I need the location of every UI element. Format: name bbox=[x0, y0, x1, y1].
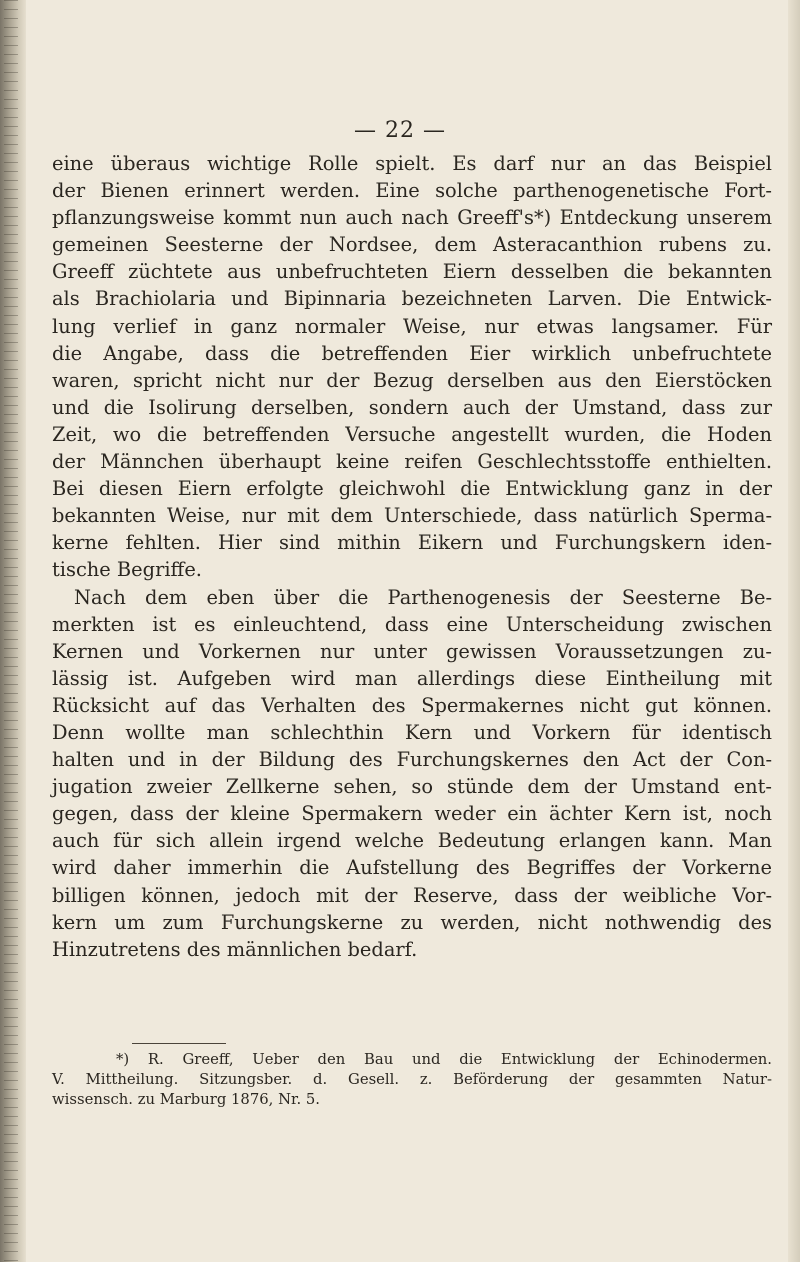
text-line: billigen können, jedoch mit der Reserve, dass der weibliche Vor- bbox=[52, 883, 772, 907]
text-line: Denn wollte man schlechthin Kern und Vorkern für identisch bbox=[52, 720, 772, 744]
text-line: Hinzutretens des männlichen bedarf. bbox=[52, 937, 418, 961]
text-line: Zeit, wo die betreffenden Versuche angestellt wurden, die Hoden bbox=[52, 422, 772, 446]
text-line: eine überaus wichtige Rolle spielt. Es darf nur an das Beispiel bbox=[52, 152, 772, 175]
page-edge bbox=[788, 0, 800, 1262]
text-line: die Angabe, dass die betreffenden Eier wirklich unbefruchtete bbox=[52, 341, 772, 365]
text-line: als Brachiolaria und Bipinnaria bezeichneten Larven. Die Entwick- bbox=[52, 287, 772, 311]
text-line: Rücksicht auf das Verhalten des Spermakernes nicht gut können. bbox=[52, 693, 772, 717]
footnote-line: wissensch. zu Marburg 1876, Nr. 5. bbox=[52, 1090, 320, 1108]
page-number: — 22 — bbox=[354, 118, 446, 143]
text-line: Bei diesen Eiern erfolgte gleichwohl die Entwicklung ganz in der bbox=[52, 477, 772, 501]
footnote-divider bbox=[132, 1043, 226, 1044]
main-text bbox=[52, 150, 772, 963]
text-line: Kernen und Vorkernen nur unter gewissen Voraussetzungen zu- bbox=[52, 639, 772, 663]
text-line: und die Isolirung derselben, sondern auch der Umstand, dass zur bbox=[52, 395, 772, 419]
text-line: jugation zweier Zellkerne sehen, so stünde dem der Umstand ent- bbox=[52, 775, 772, 799]
text-line: tische Begriffe. bbox=[52, 558, 202, 582]
text-line: pflanzungsweise kommt nun auch nach Greeff's*) Entdeckung unserem bbox=[52, 206, 772, 230]
text-line: gegen, dass der kleine Spermakern weder ein ächter Kern ist, noch bbox=[52, 802, 772, 826]
text-line: Greeff züchtete aus unbefruchteten Eiern desselben die bekannten bbox=[52, 260, 772, 284]
text-line: Nach dem eben über die Parthenogenesis der Seesterne Be- bbox=[74, 585, 772, 609]
text-line: gemeinen Seesterne der Nordsee, dem Asteracanthion rubens zu. bbox=[52, 233, 772, 257]
text-line: bekannten Weise, nur mit dem Unterschiede, dass natürlich Sperma- bbox=[52, 504, 772, 528]
footnote bbox=[52, 1050, 772, 1109]
text-line: der Männchen überhaupt keine reifen Geschlechtsstoffe enthielten. bbox=[52, 450, 772, 474]
text-line: merkten ist es einleuchtend, dass eine Unterscheidung zwischen bbox=[52, 612, 772, 636]
text-line: auch für sich allein irgend welche Bedeutung erlangen kann. Man bbox=[52, 829, 772, 853]
text-line: wird daher immerhin die Aufstellung des Begriffes der Vorkerne bbox=[52, 856, 772, 880]
text-line: lung verlief in ganz normaler Weise, nur etwas langsamer. Für bbox=[52, 314, 772, 338]
footnote-line: V. Mittheilung. Sitzungsber. d. Gesell. z. Beförderung der gesammten Natur- bbox=[52, 1070, 772, 1088]
text-line: kerne fehlten. Hier sind mithin Eikern und Furchungskern iden- bbox=[52, 531, 772, 555]
text-line: kern um zum Furchungskerne zu werden, nicht nothwendig des bbox=[52, 910, 772, 934]
text-line: der Bienen erinnert werden. Eine solche parthenogenetische Fort- bbox=[52, 179, 772, 203]
book-spine-shadow bbox=[0, 0, 26, 1262]
text-line: lässig ist. Aufgeben wird man allerdings diese Eintheilung mit bbox=[52, 666, 772, 690]
footnote-line: *) R. Greeff, Ueber den Bau und die Entwicklung der Echinodermen. bbox=[116, 1051, 772, 1068]
text-line: halten und in der Bildung des Furchungskernes den Act der Con- bbox=[52, 748, 772, 772]
binding-texture bbox=[4, 0, 18, 1262]
text-line: waren, spricht nicht nur der Bezug derselben aus den Eierstöcken bbox=[52, 368, 772, 392]
